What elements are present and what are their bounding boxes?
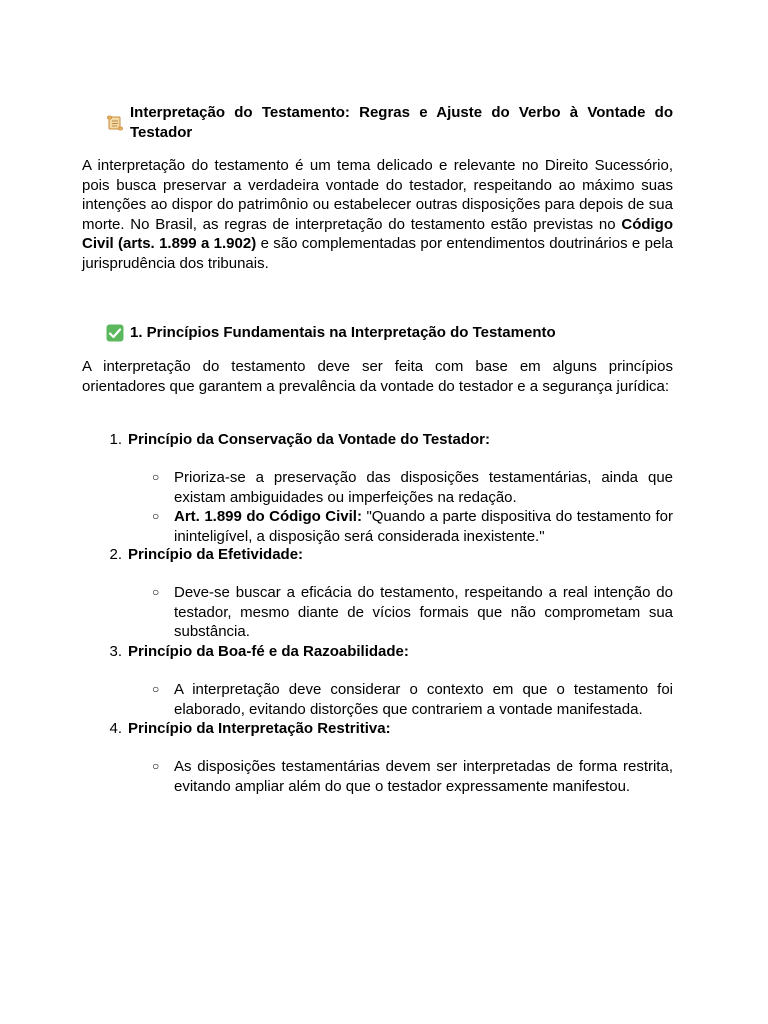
sub-list-item [152, 507, 673, 546]
bullet-icon: ○ [152, 509, 160, 523]
bullet-icon: ○ [152, 470, 160, 484]
list-number: 2. [109, 546, 122, 563]
list-item [82, 719, 673, 739]
list-number: 1. [109, 431, 122, 448]
section-heading [106, 323, 673, 343]
intro-bold: Código Civil (arts. 1.899 a 1.902) [82, 215, 674, 252]
document-title [106, 103, 673, 142]
list-item-label: Princípio da Conservação da Vontade do Testador: [128, 431, 491, 448]
scroll-icon [106, 103, 130, 142]
list-item [82, 545, 673, 565]
sub-item-text: As disposições testamentárias devem ser interpretadas de forma restrita, evitando ampliar além do que o testador expressamente manifestou. [174, 758, 673, 795]
section-intro-paragraph: A interpretação do testamento deve ser feita com base em alguns princípios orientadores que garantem a prevalência da vontade do testador e a segurança jurídica: [82, 358, 673, 395]
list-number: 3. [109, 643, 122, 660]
bullet-icon: ○ [152, 759, 160, 773]
intro-paragraph [82, 156, 673, 273]
bullet-icon: ○ [152, 585, 160, 599]
bullet-icon: ○ [152, 682, 160, 696]
list-item-label: Princípio da Efetividade: [128, 546, 304, 563]
list-item [82, 642, 673, 662]
sub-item-text [174, 507, 673, 546]
list-item-label: Princípio da Boa-fé e da Razoabilidade: [128, 643, 409, 660]
sub-list-item [152, 757, 673, 796]
sub-item-quote: "Quando a parte dispositiva do testamento for ininteligível, a disposição será considerada inexistente." [174, 508, 673, 545]
intro-text-1: A interpretação do testamento é um tema delicado e relevante no Direito Sucessório, pois busca preservar a verdadeira vontade do testador, respeitando ao máximo suas intenções ao dispor do patrimônio ou estabelecer outras disposições para depois de sua morte. No Brasil, as regras de interpretação do testamento estão previstas no [82, 157, 673, 233]
list-item [82, 430, 673, 450]
sub-item-text: Deve-se buscar a eficácia do testamento, respeitando a real intenção do testador, mesmo diante de vícios formais que não comprometam sua substância. [174, 584, 673, 640]
sub-list-item [152, 468, 673, 507]
sub-item-bold: Art. 1.899 do Código Civil: [174, 508, 362, 525]
sub-item-text: A interpretação deve considerar o contexto em que o testamento foi elaborado, evitando distorções que contrariem a vontade manifestada. [174, 681, 673, 718]
section-heading-text: 1. Princípios Fundamentais na Interpretação do Testamento [130, 324, 556, 341]
check-mark-icon [106, 323, 130, 343]
sub-item-text: Prioriza-se a preservação das disposições testamentárias, ainda que existam ambiguidades ou imperfeições na redação. [174, 469, 673, 506]
sub-list-item [152, 680, 673, 719]
list-item-label: Princípio da Interpretação Restritiva: [128, 720, 391, 737]
sub-list-item [152, 583, 673, 642]
document-title-text: Interpretação do Testamento: Regras e Ajuste do Verbo à Vontade do Testador [130, 104, 673, 141]
list-number: 4. [109, 720, 122, 737]
intro-text-2: e são complementadas por entendimentos doutrinários e pela jurisprudência dos tribunais. [82, 235, 673, 272]
